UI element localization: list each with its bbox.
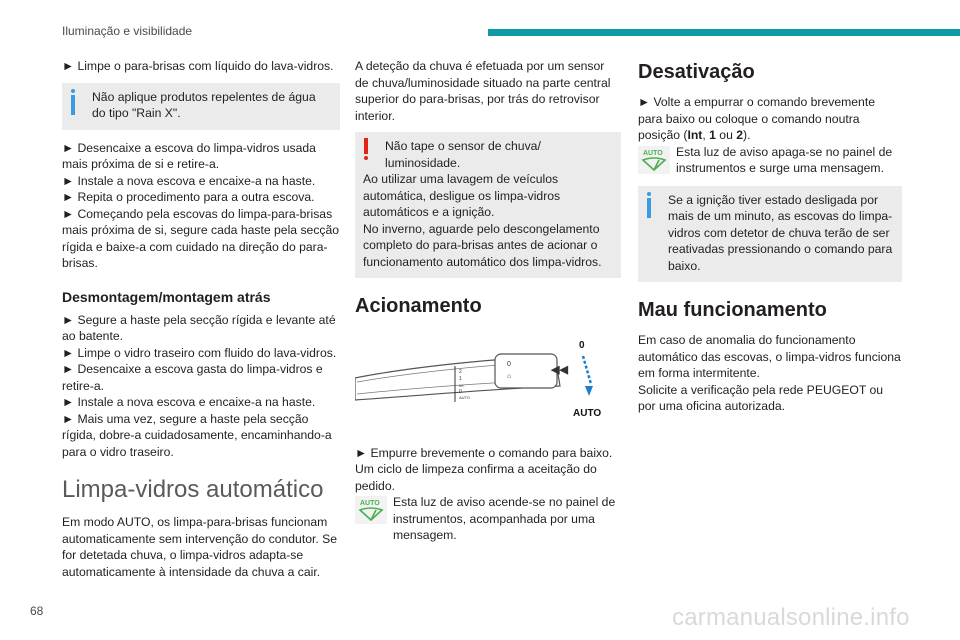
auto-wiper-warning-icon	[638, 146, 670, 174]
header-accent-bar	[488, 29, 960, 36]
watermark: carmanualsonline.info	[672, 604, 910, 631]
page-number: 68	[30, 604, 44, 618]
rear-step-4: ► Instale a nova escova e encaixe-a na haste.	[62, 395, 316, 409]
activation-step: ► Empurre brevemente o comando para baixo. Um ciclo de limpeza confirma a aceitação do pedido.	[355, 445, 613, 493]
step-install-blade: ► Instale a nova escova e encaixe-a na haste.	[62, 173, 316, 188]
svg-text:0: 0	[507, 361, 511, 368]
auto-light-off-row	[638, 144, 902, 178]
stalk-tick-2: 2	[459, 369, 462, 375]
step-remove-blade: ► Desencaixe a escova do limpa-vidros usada mais próxima de si e retire-a.	[62, 140, 316, 171]
malfunction-text: Em caso de anomalia do funcionamento automático das escovas, o limpa-vidros funciona em forma intermitente.	[638, 333, 901, 380]
column-1	[62, 58, 340, 580]
auto-mode-text: Em modo AUTO, os limpa-para-brisas funcionam automaticamente sem intervenção do condutor. Se for detetada chuva, o limpa-vidros adapta-se automaticamente à intensidade da chuva a cair.	[62, 515, 338, 579]
warning-icon	[364, 138, 368, 164]
column-2	[355, 58, 621, 544]
stalk-tick-1: 1	[459, 376, 462, 382]
warning-text-3: No inverno, aguarde pelo descongelamento completo do para-brisas antes de acionar o funcionamento automático dos limpa-vidros.	[363, 221, 602, 269]
svg-text:AUTO: AUTO	[360, 500, 380, 507]
svg-text:AUTO: AUTO	[643, 149, 663, 157]
info-note	[62, 83, 340, 130]
heading-malfunction: Mau funcionamento	[638, 299, 827, 321]
header-title: Iluminação e visibilidade	[62, 24, 193, 38]
diagram-label-auto: AUTO	[573, 408, 602, 419]
deactivation-step: ► Volte a empurrar o comando brevemente para baixo ou coloque o comando noutra posição (Int, 1 ou 2).	[638, 95, 875, 142]
info-note-text: Não aplique produtos repelentes de água do tipo "Rain X".	[92, 89, 316, 120]
svg-text:⌂: ⌂	[507, 373, 512, 380]
rear-step-2: ► Limpe o vidro traseiro com fluido do lava-vidros.	[62, 345, 337, 360]
info-note-reactivate	[638, 186, 902, 283]
rear-step-1: ► Segure a haste pela secção rígida e levante até ao batente.	[62, 312, 336, 343]
heading-rear: Desmontagem/montagem atrás	[62, 288, 271, 305]
auto-light-row	[355, 494, 621, 544]
diagram-label-0: 0	[579, 340, 585, 351]
auto-light-off-text: Esta luz de aviso apaga-se no painel de instrumentos e surge uma mensagem.	[676, 144, 893, 175]
stalk-tick-int: Int	[459, 383, 464, 388]
step-repeat: ► Repita o procedimento para a outra escova.	[62, 190, 315, 204]
auto-light-on-text: Esta luz de aviso acende-se no painel de instrumentos, acompanhada por uma mensagem.	[393, 495, 616, 542]
warning-text-2: Ao utilizar uma lavagem de veículos automática, desligue os limpa-vidros automáticos e a ignição.	[363, 172, 561, 219]
step-clean-windscreen: ► Limpe o para-brisas com líquido do lava-vidros.	[62, 59, 334, 73]
rear-step-3: ► Desencaixe a escova gasta do limpa-vidros e retire-a.	[62, 362, 323, 393]
heading-auto-wipers: Limpa-vidros automático	[62, 476, 324, 503]
info-icon	[71, 89, 75, 115]
column-3	[638, 58, 902, 415]
stalk-tick-auto: AUTO	[459, 395, 471, 400]
info-icon	[647, 192, 651, 218]
step-lower-arm: ► Começando pela escovas do limpa-para-brisas mais próxima de si, segure cada haste pela secção rígida e baixe-a com cuidado na direção do para-brisas.	[62, 206, 340, 270]
auto-wiper-warning-icon	[355, 496, 387, 524]
heading-activation: Acionamento	[355, 295, 482, 317]
warning-text-1: Não tape o sensor de chuva/ luminosidade.	[385, 139, 541, 170]
svg-text:◀◀: ◀◀	[551, 364, 568, 376]
warning-note	[355, 132, 621, 278]
stalk-tick-0: 0	[459, 389, 462, 395]
reactivate-note-text: Se a ignição tiver estado desligada por mais de um minuto, as escovas do limpa-vidros com detetor de chuva terão de ser reativadas pressionando o comando para baixo.	[668, 192, 893, 273]
malfunction-advice: Solicite a verificação pela rede PEUGEOT ou por uma oficina autorizada.	[638, 382, 883, 413]
heading-deactivation: Desativação	[638, 61, 755, 83]
sensor-text: A deteção da chuva é efetuada por um sensor de chuva/luminosidade situado na parte central superior do para-brisas, por trás do retrovisor interior.	[355, 59, 611, 123]
wiper-stalk-illustration	[355, 336, 621, 426]
rear-step-5: ► Mais uma vez, segure a haste pela secção rígida, dobre-a cuidadosamente, encaminhando-a para o vidro traseiro.	[62, 411, 332, 459]
